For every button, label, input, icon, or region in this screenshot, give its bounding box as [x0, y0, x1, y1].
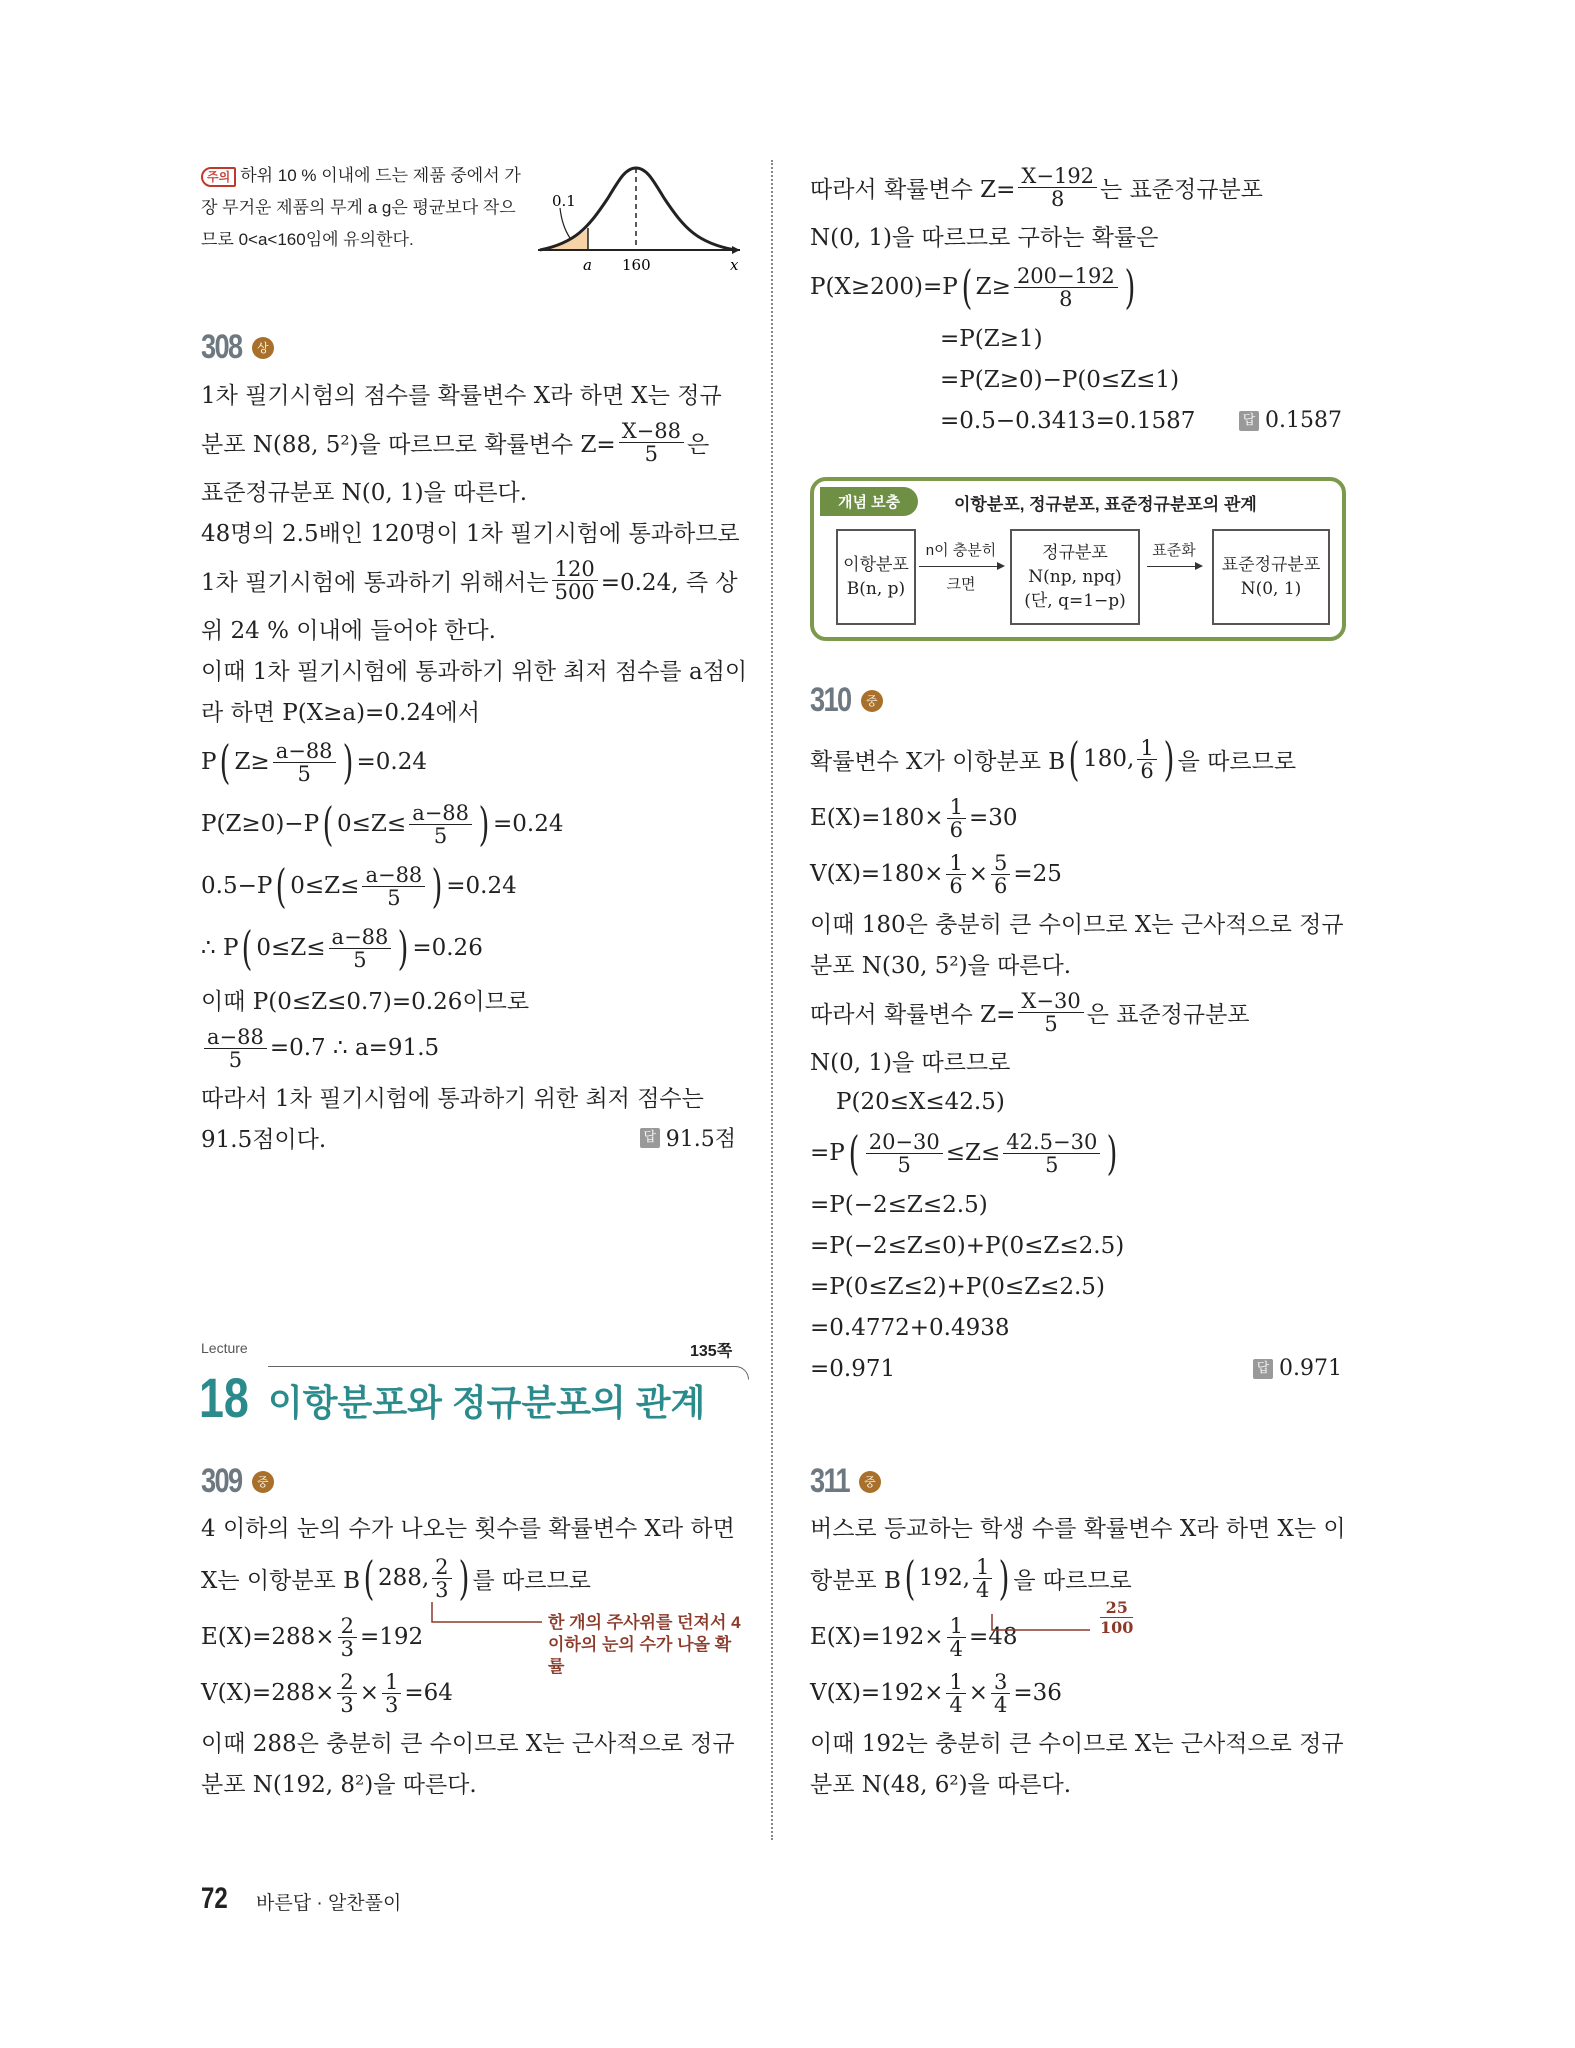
text-run: =0.24 [356, 749, 427, 775]
solution-line [201, 1762, 736, 1803]
concept-tag: 개념 보충 [820, 487, 918, 516]
solution-line [201, 1076, 736, 1117]
parenthesized-group [1065, 732, 1178, 786]
fraction-denominator: 5 [228, 1047, 243, 1072]
area-label: 0.1 [552, 192, 576, 210]
solution-line [201, 731, 736, 793]
text-run: 은 [687, 431, 710, 458]
solution-line [201, 552, 736, 608]
annotation-311-fraction [1100, 1598, 1133, 1637]
solution-line [810, 1122, 1342, 1184]
fraction [1003, 1131, 1100, 1176]
problem-number: 310 [810, 681, 851, 719]
solution-line [201, 1721, 736, 1762]
text-run: =0.7 ∴ a=91.5 [269, 1035, 440, 1061]
right-paren: ) [1163, 732, 1175, 786]
fraction-denominator: 4 [949, 1692, 963, 1717]
answer [1239, 408, 1342, 433]
solution-line [810, 1348, 1342, 1389]
text-run: × [968, 1680, 989, 1706]
text-run: 분포 N(88, 5²)을 따르므로 확률변수 Z= [201, 431, 616, 458]
lecture-page-ref: 135쪽 [690, 1343, 733, 1360]
solution-line [810, 256, 1342, 318]
problem-309-heading [201, 1462, 274, 1501]
fraction-denominator: 6 [949, 817, 963, 842]
fraction-denominator: 4 [994, 1692, 1008, 1717]
solution-line [201, 373, 736, 414]
fraction [337, 1671, 356, 1716]
text-run: 0≤Z≤ [290, 873, 360, 899]
fraction-denominator: 8 [1051, 186, 1065, 211]
answer [1253, 1356, 1342, 1381]
solution-307-continued [810, 159, 1342, 441]
text-run: V(X)=180× [810, 861, 944, 887]
binomial-box [836, 529, 916, 625]
fraction-numerator: 200−192 [1014, 265, 1118, 288]
right-paren: ) [999, 1551, 1010, 1605]
text-run: 48명의 2.5배인 120명이 1차 필기시험에 통과하므로 [201, 521, 740, 547]
text-run: × [968, 861, 989, 887]
text-run: =0.971 [810, 1355, 896, 1382]
parenthesized-group [360, 1551, 473, 1605]
answer-value: 0.971 [1279, 1356, 1342, 1381]
concept-title: 이항분포, 정규분포, 표준정규분포의 관계 [954, 495, 1257, 514]
answer-icon: 답 [640, 1128, 660, 1148]
fraction [382, 1671, 401, 1716]
annotation-denominator: 100 [1100, 1618, 1134, 1637]
parenthesized-group [845, 1126, 1122, 1180]
footer-label: 바른답 · 알찬풀이 [256, 1893, 402, 1914]
text-run: =0.4772+0.4938 [810, 1314, 1010, 1341]
text-run: P [201, 749, 217, 775]
text-run: P(20≤X≤42.5) [836, 1088, 1005, 1115]
fraction-numerator: a−88 [329, 926, 392, 949]
fraction [619, 420, 684, 465]
solution-line [201, 414, 736, 470]
fraction-numerator: 42.5−30 [1003, 1131, 1100, 1154]
fraction [866, 1131, 943, 1176]
fraction-numerator: 2 [337, 1671, 356, 1694]
text-run: =48 [968, 1624, 1018, 1650]
fraction-denominator: 6 [949, 873, 963, 898]
fraction-denominator: 4 [976, 1577, 990, 1602]
text-run: 분포 N(48, 6²)을 따른다. [810, 1772, 1072, 1798]
answer-icon: 답 [1239, 411, 1259, 431]
fraction-numerator: 2 [338, 1615, 357, 1638]
left-paren: ( [363, 1551, 375, 1605]
fraction-numerator: 3 [991, 1671, 1010, 1694]
text-run: 180, [1083, 746, 1135, 772]
fraction [946, 852, 965, 897]
solution-line [810, 1184, 1342, 1225]
annotation-connector-311 [990, 1612, 1095, 1636]
arrow-label: 표준화 [1152, 542, 1196, 559]
left-paren: ( [220, 735, 231, 789]
text-run: =25 [1013, 861, 1062, 887]
standard-normal-box [1212, 529, 1330, 625]
box-label: 표준정규분포 [1221, 555, 1321, 575]
box-formula: B(n, p) [846, 579, 906, 599]
left-paren: ( [904, 1551, 916, 1605]
solution-line [810, 1040, 1342, 1081]
solution-line [810, 1307, 1342, 1348]
text-run: 표준정규분포 N(0, 1)을 따른다. [201, 480, 528, 506]
text-run: V(X)=288× [201, 1680, 335, 1706]
fraction [552, 558, 598, 603]
answer-value: 0.1587 [1265, 408, 1342, 433]
text-run: 0≤Z≤ [337, 811, 407, 837]
text-run: 4 이하의 눈의 수가 나오는 횟수를 확률변수 X라 하면 [201, 1516, 735, 1542]
solution-line [201, 511, 740, 552]
text-run: 0.5−P [201, 873, 273, 899]
text-run: 이때 P(0≤Z≤0.7)=0.26이므로 [201, 989, 530, 1015]
fraction-denominator: 500 [554, 579, 595, 604]
concept-supplement-box [810, 477, 1346, 641]
solution-line [810, 215, 1342, 256]
text-run: 0≤Z≤ [256, 935, 326, 961]
text-run: 을 따르므로 [1013, 1567, 1132, 1594]
text-run: P(Z≥0)−P [201, 811, 320, 837]
text-run: 1차 필기시험에 통과하기 위해서는 [201, 569, 549, 596]
arrow-right-icon [1147, 566, 1201, 567]
fraction [1018, 990, 1083, 1035]
text-run: =P(−2≤Z≤2.5) [810, 1191, 988, 1218]
text-run: =P(0≤Z≤2)+P(0≤Z≤2.5) [810, 1273, 1105, 1300]
fraction [432, 1556, 451, 1601]
annotation-numerator: 25 [1100, 1598, 1133, 1618]
left-paren: ( [322, 797, 334, 851]
text-run: =30 [968, 805, 1018, 831]
solution-line [810, 1225, 1342, 1266]
text-run: =0.26 [412, 935, 483, 961]
arrow-large-n [916, 539, 1006, 594]
text-run: =0.24, 즉 상 [600, 569, 738, 596]
fraction-numerator: a−88 [204, 1026, 267, 1049]
fraction-denominator: 3 [340, 1636, 354, 1661]
problem-number: 309 [201, 1462, 242, 1500]
fraction [338, 1615, 357, 1660]
text-run: =0.5−0.3413=0.1587 [940, 407, 1196, 434]
fraction-numerator: a−88 [273, 740, 336, 763]
fraction-numerator: 1 [947, 796, 966, 819]
fraction [329, 926, 392, 971]
fraction-numerator: 120 [552, 558, 598, 581]
fraction [947, 1615, 966, 1660]
answer-value: 91.5점 [665, 1127, 736, 1152]
annotation-connector-309 [430, 1600, 545, 1630]
fraction [991, 852, 1010, 897]
normal-curve-graph [530, 158, 745, 283]
fraction-denominator: 5 [387, 885, 401, 910]
text-run: 이때 180은 충분히 큰 수이므로 X는 근사적으로 정규 [810, 912, 1344, 938]
solution-line [201, 649, 748, 690]
solution-line [810, 984, 1342, 1040]
box-formula: N(0, 1) [1240, 579, 1302, 599]
solution-line [810, 1547, 1342, 1609]
fraction-numerator: 2 [432, 1556, 451, 1579]
fraction-numerator: X−30 [1018, 990, 1083, 1013]
right-paren: ) [1106, 1126, 1118, 1180]
solution-line [810, 318, 1342, 359]
difficulty-badge-icon: 상 [252, 337, 274, 359]
caution-badge: 주의 [201, 167, 236, 187]
text-run: E(X)=192× [810, 1624, 944, 1650]
arrow-label: 크면 [946, 576, 976, 593]
text-run: 1차 필기시험의 점수를 확률변수 X라 하면 X는 정규 [201, 383, 722, 409]
column-divider [771, 160, 773, 1840]
solution-line [810, 1665, 1342, 1721]
solution-line [201, 793, 736, 855]
fraction-numerator: 20−30 [866, 1131, 943, 1154]
lecture-title: 이항분포와 정규분포의 관계 [268, 1382, 706, 1423]
box-label: 정규분포 [1042, 543, 1108, 563]
fraction-denominator: 3 [435, 1577, 449, 1602]
text-run: 은 표준정규분포 [1086, 1001, 1250, 1028]
solution-line [201, 1506, 736, 1547]
solution-line [201, 855, 736, 917]
text-run: 확률변수 X가 이항분포 B [810, 748, 1066, 775]
left-paren: ( [848, 1126, 860, 1180]
solution-line [810, 1721, 1342, 1762]
text-run: 이때 288은 충분히 큰 수이므로 X는 근사적으로 정규 [201, 1731, 735, 1757]
fraction-denominator: 5 [1045, 1152, 1059, 1177]
fraction-numerator: X−88 [619, 420, 684, 443]
text-run: =0.24 [492, 811, 564, 837]
text-run: =P(−2≤Z≤0)+P(0≤Z≤2.5) [810, 1232, 1125, 1259]
fraction-numerator: 5 [991, 852, 1010, 875]
text-run: Z≥ [234, 749, 270, 775]
fraction-denominator: 6 [1140, 758, 1154, 783]
text-run: 따라서 확률변수 Z= [810, 1001, 1016, 1028]
fraction-numerator: X−192 [1018, 165, 1097, 188]
fraction-denominator: 6 [994, 873, 1008, 898]
problem-310-heading [810, 681, 883, 720]
lecture-label: Lecture [201, 1340, 248, 1356]
text-run: =P(Z≥0)−P(0≤Z≤1) [940, 366, 1180, 393]
problem-311-heading [810, 1462, 881, 1501]
text-run: P(X≥200)=P [810, 274, 958, 300]
text-run: 288, [377, 1565, 430, 1591]
fraction-numerator: 1 [382, 1671, 401, 1694]
mean-label: 160 [622, 256, 651, 274]
text-run: 위 24 % 이내에 들어야 한다. [201, 618, 496, 644]
fraction [204, 1026, 267, 1071]
solution-311 [810, 1506, 1346, 1803]
fraction [409, 802, 472, 847]
fraction-denominator: 3 [340, 1692, 354, 1717]
right-paren: ) [478, 797, 490, 851]
solution-line [810, 728, 1342, 790]
solution-line [810, 1081, 1342, 1122]
solution-308 [201, 373, 748, 1158]
solution-line [810, 902, 1342, 943]
text-run: ∴ P [201, 935, 239, 961]
box-formula: N(np, npq) [1028, 567, 1122, 587]
difficulty-badge-icon: 중 [861, 690, 883, 712]
normal-box [1010, 529, 1140, 625]
arrow-standardize [1144, 539, 1204, 573]
solution-line [201, 1117, 736, 1158]
fraction [947, 796, 966, 841]
text-run: 이때 1차 필기시험에 통과하기 위한 최저 점수를 a점이 [201, 659, 748, 685]
fraction-denominator: 5 [353, 947, 367, 972]
parenthesized-group [319, 797, 493, 851]
problem-number: 311 [810, 1462, 850, 1500]
text-run: =192 [359, 1624, 424, 1650]
fraction-numerator: 1 [973, 1556, 992, 1579]
text-run: N(0, 1)을 따르므로 [810, 1050, 1011, 1076]
answer [640, 1122, 736, 1153]
fraction-denominator: 8 [1059, 286, 1073, 311]
difficulty-badge-icon: 중 [252, 1471, 274, 1493]
fraction-denominator: 3 [385, 1692, 399, 1717]
text-run: 는 표준정규분포 [1100, 176, 1263, 203]
parenthesized-group [272, 859, 446, 913]
fraction-denominator: 5 [433, 823, 448, 848]
problem-308-heading [201, 328, 274, 367]
text-run: =0.24 [446, 873, 517, 899]
problem-number: 308 [201, 328, 242, 366]
text-run: =64 [404, 1680, 453, 1706]
solution-line [810, 159, 1342, 215]
arrow-label: n이 충분히 [925, 542, 997, 559]
fraction-denominator: 5 [1044, 1011, 1058, 1036]
text-run: 따라서 1차 필기시험에 통과하기 위한 최저 점수는 [201, 1086, 704, 1112]
text-run: 분포 N(192, 8²)을 따른다. [201, 1772, 477, 1798]
annotation-309: 한 개의 주사위를 던져서 4 이하의 눈의 수가 나올 확률 [548, 1613, 741, 1676]
box-label: 이항분포 [843, 555, 909, 575]
text-run: 분포 N(30, 5²)을 따른다. [810, 953, 1072, 979]
text-run: 라 하면 P(X≥a)=0.24에서 [201, 700, 480, 726]
solution-310 [810, 728, 1342, 1389]
solution-line [810, 846, 1342, 902]
parenthesized-group [958, 260, 1139, 314]
solution-line [810, 1506, 1346, 1547]
right-paren: ) [431, 859, 443, 913]
fraction-numerator: 1 [946, 852, 965, 875]
text-run: =P(Z≥1) [940, 325, 1043, 352]
solution-line [810, 790, 1342, 846]
solution-line [201, 470, 736, 511]
right-paren: ) [458, 1551, 469, 1605]
text-run: 따라서 확률변수 Z= [810, 176, 1016, 203]
box-condition: (단, q=1−p) [1024, 591, 1126, 611]
parenthesized-group [238, 921, 412, 975]
solution-line [201, 979, 736, 1020]
arrow-right-icon [919, 566, 1003, 567]
fraction-denominator: 5 [297, 761, 311, 786]
solution-line [810, 1762, 1342, 1803]
right-paren: ) [397, 921, 409, 975]
solution-line [810, 943, 1342, 984]
fraction-numerator: 1 [947, 1615, 966, 1638]
fraction [1014, 265, 1118, 310]
text-run: X는 이항분포 B [201, 1567, 360, 1594]
right-paren: ) [1124, 260, 1136, 314]
caution-text: 하위 10 % 이내에 드는 제품 중에서 가장 무거운 제품의 무게 a g은 평균보다 작으므로 0<a<160임에 유의한다. [201, 166, 521, 249]
solution-line [810, 1266, 1342, 1307]
fraction [991, 1671, 1010, 1716]
solution-line [810, 400, 1342, 441]
fraction-denominator: 4 [949, 1636, 963, 1661]
answer-icon: 답 [1253, 1359, 1273, 1379]
fraction-numerator: 1 [1137, 737, 1156, 760]
x-axis-label: x [730, 256, 739, 274]
text-run: 를 따르므로 [472, 1567, 591, 1594]
text-run: Z≥ [975, 274, 1011, 300]
parenthesized-group [901, 1551, 1014, 1605]
a-label: a [583, 256, 592, 274]
fraction [273, 740, 336, 785]
text-run: V(X)=192× [810, 1680, 944, 1706]
solution-line [810, 359, 1342, 400]
text-run: =P [810, 1140, 845, 1166]
text-run: × [359, 1680, 380, 1706]
caution-note [201, 160, 521, 256]
text-run: 버스로 등교하는 학생 수를 확률변수 X라 하면 X는 이 [810, 1516, 1346, 1542]
solution-line [201, 690, 736, 731]
right-paren: ) [342, 735, 353, 789]
fraction [1137, 737, 1156, 782]
fraction-denominator: 5 [897, 1152, 911, 1177]
parenthesized-group [216, 735, 356, 789]
left-paren: ( [961, 260, 973, 314]
left-paren: ( [1068, 732, 1080, 786]
solution-line [201, 1020, 736, 1076]
text-run: 91.5점이다. [201, 1127, 327, 1153]
fraction [973, 1556, 992, 1601]
fraction-numerator: a−88 [409, 802, 472, 825]
text-run: =36 [1013, 1680, 1062, 1706]
fraction [362, 864, 425, 909]
text-run: 이때 192는 충분히 큰 수이므로 X는 근사적으로 정규 [810, 1731, 1344, 1757]
text-run: ≤Z≤ [945, 1140, 1001, 1166]
text-run: E(X)=288× [201, 1624, 335, 1650]
page-number: 72 [201, 1882, 228, 1915]
text-run: 항분포 B [810, 1567, 901, 1594]
fraction-numerator: 1 [946, 1671, 965, 1694]
lecture-number: 18 [199, 1366, 249, 1429]
text-run: 을 따르므로 [1177, 748, 1297, 775]
text-run: 192, [918, 1565, 971, 1591]
difficulty-badge-icon: 중 [859, 1471, 881, 1493]
fraction-numerator: a−88 [362, 864, 425, 887]
left-paren: ( [275, 859, 287, 913]
fraction [1018, 165, 1097, 210]
solution-line [201, 608, 736, 649]
solution-line [201, 917, 736, 979]
text-run: N(0, 1)을 따르므로 구하는 확률은 [810, 225, 1159, 251]
fraction-denominator: 5 [644, 441, 659, 466]
fraction [946, 1671, 965, 1716]
left-paren: ( [242, 921, 253, 975]
text-run: E(X)=180× [810, 805, 944, 831]
